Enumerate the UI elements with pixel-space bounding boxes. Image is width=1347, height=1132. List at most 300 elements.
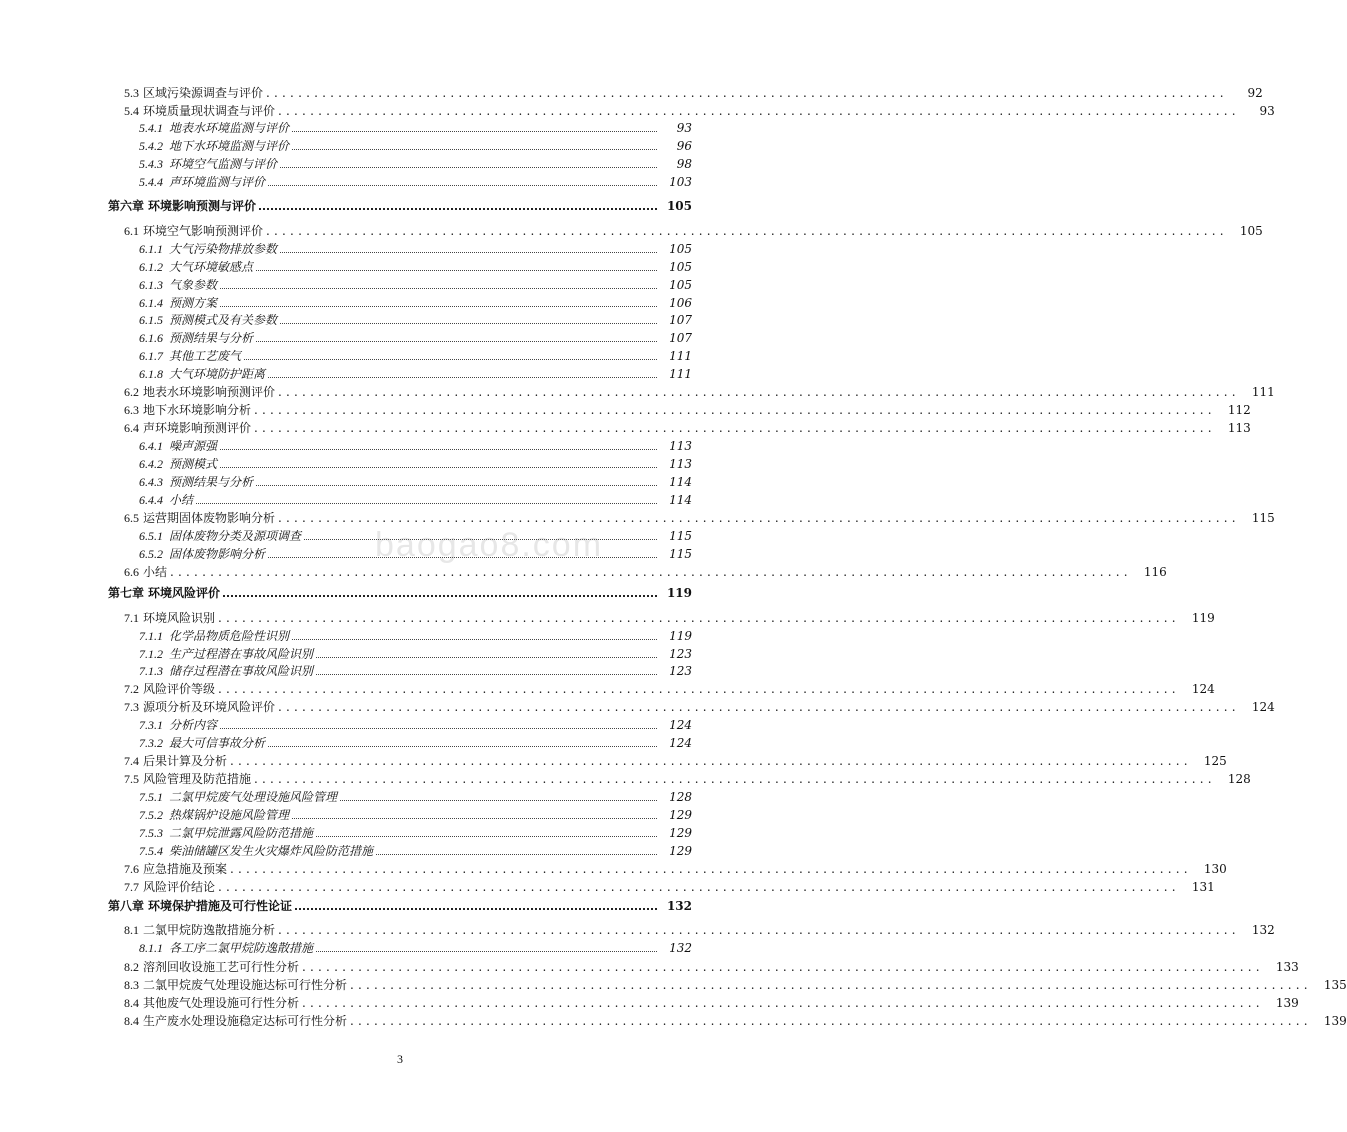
dot-leader xyxy=(220,728,657,729)
toc-subsection-entry[interactable] xyxy=(0,454,800,471)
toc-entry-title: 声环境监测与评价 xyxy=(169,175,266,189)
toc-entry-title: 环境空气监测与评价 xyxy=(169,157,278,171)
toc-subsection-entry[interactable] xyxy=(0,715,800,732)
toc-subsection-entry[interactable] xyxy=(0,805,800,822)
toc-entry-label xyxy=(124,682,215,696)
toc-entry-page: 119 xyxy=(669,629,692,643)
toc-entry-label xyxy=(124,403,251,417)
toc-entry-number: 8.1 xyxy=(124,923,139,937)
toc-entry-page: 93 xyxy=(676,121,692,135)
toc-entry-number: 6.1.4 xyxy=(139,296,163,310)
toc-entry-page: 113 xyxy=(669,457,692,471)
toc-chapter-entry[interactable] xyxy=(0,196,800,213)
toc-entry-label xyxy=(139,493,193,507)
toc-entry-title: 二氯甲烷防逸散措施分析 xyxy=(143,923,276,937)
toc-entry-page: 132 xyxy=(1251,923,1275,937)
toc-section-entry[interactable] xyxy=(0,877,1215,894)
toc-entry-title: 小结 xyxy=(169,493,194,507)
toc-entry-page: 129 xyxy=(669,826,692,840)
toc-entry-title: 预测模式及有关参数 xyxy=(169,313,278,327)
toc-entry-number: 5.4.2 xyxy=(139,139,163,153)
toc-entry-label xyxy=(139,296,217,310)
toc-entry-page: 98 xyxy=(676,157,692,171)
toc-subsection-entry[interactable] xyxy=(0,841,800,858)
toc-entry-title: 储存过程潜在事故风险识别 xyxy=(169,664,314,678)
toc-entry-label xyxy=(139,121,289,135)
toc-entry-page: 123 xyxy=(669,647,692,661)
toc-entry-number: 6.1.7 xyxy=(139,349,163,363)
toc-entry-title: 大气环境防护距离 xyxy=(169,367,266,381)
toc-entry-title: 二氯甲烷废气处理设施风险管理 xyxy=(169,790,338,804)
toc-entry-label xyxy=(139,790,337,804)
dot-leader xyxy=(316,836,657,837)
toc-entry-title: 环境空气影响预测评价 xyxy=(143,224,264,238)
dot-leader: ........................................................................................................................ xyxy=(218,682,1180,696)
toc-entry-page: 105 xyxy=(666,199,692,213)
dot-leader: ........................................................................................................................ xyxy=(278,511,1240,525)
toc-entry-page: 103 xyxy=(669,175,692,189)
dot-leader xyxy=(376,854,657,855)
dot-leader xyxy=(268,746,657,747)
toc-entry-page: 111 xyxy=(669,367,692,381)
toc-entry-title: 环境质量现状调查与评价 xyxy=(143,104,276,118)
toc-entry-page: 128 xyxy=(1227,772,1251,786)
dot-leader xyxy=(340,800,657,801)
toc-section-entry[interactable] xyxy=(0,859,1227,876)
toc-entry-number: 7.6 xyxy=(124,862,139,876)
toc-entry-label xyxy=(124,978,347,992)
toc-entry-number: 8.4 xyxy=(124,1014,139,1028)
toc-subsection-entry[interactable] xyxy=(0,118,800,135)
toc-section-entry[interactable] xyxy=(0,1011,1347,1028)
toc-entry-number: 7.5 xyxy=(124,772,139,786)
toc-entry-title: 热煤锅炉设施风险管理 xyxy=(169,808,290,822)
toc-entry-title: 固体废物影响分析 xyxy=(169,547,266,561)
toc-entry-page: 125 xyxy=(1203,754,1227,768)
toc-section-entry[interactable] xyxy=(0,769,1251,786)
toc-entry-page: 105 xyxy=(669,260,692,274)
toc-entry-number: 7.1.2 xyxy=(139,647,163,661)
toc-entry-label xyxy=(139,260,253,274)
toc-entry-label xyxy=(124,611,215,625)
toc-entry-title: 后果计算及分析 xyxy=(143,754,228,768)
toc-subsection-entry[interactable] xyxy=(0,938,800,955)
toc-entry-number: 5.3 xyxy=(124,86,139,100)
dot-leader xyxy=(268,377,657,378)
toc-entry-number: 7.1.1 xyxy=(139,629,163,643)
toc-entry-page: 115 xyxy=(1251,511,1275,525)
dot-leader xyxy=(223,595,657,597)
toc-entry-page: 113 xyxy=(669,439,692,453)
toc-entry-title: 应急措施及预案 xyxy=(143,862,228,876)
dot-leader: ........................................................................................................................ xyxy=(254,421,1216,435)
toc-entry-title: 小结 xyxy=(143,565,168,579)
toc-entry-number: 7.5.1 xyxy=(139,790,163,804)
toc-entry-page: 116 xyxy=(1143,565,1167,579)
toc-entry-number: 第八章 xyxy=(108,899,145,913)
toc-entry-label xyxy=(139,349,241,363)
toc-entry-number: 8.3 xyxy=(124,978,139,992)
toc-entry-number: 6.1.6 xyxy=(139,331,163,345)
dot-leader: ........................................................................................................................ xyxy=(278,923,1240,937)
toc-entry-label xyxy=(124,862,227,876)
toc-entry-number: 6.5 xyxy=(124,511,139,525)
toc-entry-page: 113 xyxy=(1227,421,1251,435)
toc-entry-label xyxy=(139,941,313,955)
dot-leader: ........................................................................................................................ xyxy=(170,565,1132,579)
toc-entry-label xyxy=(124,224,263,238)
dot-leader xyxy=(316,657,657,658)
dot-leader: ........................................................................................................................ xyxy=(218,880,1180,894)
toc-entry-page: 96 xyxy=(676,139,692,153)
toc-entry-label xyxy=(139,826,313,840)
toc-entry-label xyxy=(139,439,217,453)
toc-subsection-entry[interactable] xyxy=(0,154,800,171)
toc-section-entry[interactable] xyxy=(0,679,1215,696)
toc-section-entry[interactable] xyxy=(0,975,1347,992)
dot-leader: ........................................................................................................................ xyxy=(302,996,1264,1010)
toc-entry-label xyxy=(124,960,299,974)
toc-entry-number: 5.4.3 xyxy=(139,157,163,171)
dot-leader: ........................................................................................................................ xyxy=(350,1014,1312,1028)
toc-subsection-entry[interactable] xyxy=(0,626,800,643)
dot-leader: ........................................................................................................................ xyxy=(266,86,1228,100)
toc-entry-title: 源项分析及环境风险评价 xyxy=(143,700,276,714)
toc-entry-number: 7.3.1 xyxy=(139,718,163,732)
toc-entry-number: 6.4 xyxy=(124,421,139,435)
toc-entry-title: 环境风险识别 xyxy=(143,611,216,625)
toc-entry-label xyxy=(108,586,220,600)
toc-entry-page: 111 xyxy=(1251,385,1275,399)
toc-entry-title: 二氯甲烷泄露风险防范措施 xyxy=(169,826,314,840)
dot-leader xyxy=(256,485,657,486)
toc-chapter-entry[interactable] xyxy=(0,896,800,913)
dot-leader xyxy=(196,503,657,504)
toc-entry-title: 其他工艺废气 xyxy=(169,349,242,363)
dot-leader: ........................................................................................................................ xyxy=(230,862,1192,876)
toc-entry-number: 7.5.4 xyxy=(139,844,163,858)
dot-leader xyxy=(292,639,657,640)
toc-entry-number: 7.1.3 xyxy=(139,664,163,678)
toc-entry-number: 6.1.2 xyxy=(139,260,163,274)
toc-entry-number: 8.1.1 xyxy=(139,941,163,955)
toc-section-entry[interactable] xyxy=(0,83,1263,100)
toc-entry-page: 124 xyxy=(1251,700,1275,714)
toc-entry-page: 119 xyxy=(666,586,692,600)
dot-leader xyxy=(259,208,657,210)
dot-leader xyxy=(316,951,657,952)
page-number: 3 xyxy=(397,1052,403,1066)
toc-subsection-entry[interactable] xyxy=(0,310,800,327)
toc-entry-number: 6.5.2 xyxy=(139,547,163,561)
toc-entry-page: 111 xyxy=(669,349,692,363)
toc-entry-page: 132 xyxy=(669,941,692,955)
toc-entry-page: 105 xyxy=(1239,224,1263,238)
toc-entry-title: 风险评价等级 xyxy=(143,682,216,696)
toc-section-entry[interactable] xyxy=(0,957,1299,974)
dot-leader xyxy=(256,341,657,342)
toc-entry-number: 6.1.5 xyxy=(139,313,163,327)
toc-entry-title: 区域污染源调查与评价 xyxy=(143,86,264,100)
toc-entry-number: 6.1.8 xyxy=(139,367,163,381)
toc-entry-number: 6.1.3 xyxy=(139,278,163,292)
toc-entry-number: 6.4.4 xyxy=(139,493,163,507)
toc-subsection-entry[interactable] xyxy=(0,661,800,678)
toc-entry-label xyxy=(124,923,275,937)
toc-entry-number: 7.2 xyxy=(124,682,139,696)
toc-entry-number: 6.4.3 xyxy=(139,475,163,489)
toc-entry-page: 105 xyxy=(669,242,692,256)
toc-entry-label xyxy=(139,242,277,256)
toc-entry-page: 135 xyxy=(1323,978,1347,992)
toc-entry-label xyxy=(124,754,227,768)
dot-leader xyxy=(280,252,657,253)
toc-entry-label xyxy=(139,475,253,489)
toc-entry-number: 第七章 xyxy=(108,586,145,600)
toc-entry-label xyxy=(124,511,275,525)
dot-leader xyxy=(292,818,657,819)
dot-leader: ........................................................................................................................ xyxy=(254,403,1216,417)
toc-section-entry[interactable] xyxy=(0,751,1227,768)
toc-subsection-entry[interactable] xyxy=(0,172,800,189)
toc-entry-label xyxy=(124,385,275,399)
toc-entry-number: 5.4.1 xyxy=(139,121,163,135)
toc-section-entry[interactable] xyxy=(0,382,1275,399)
toc-entry-title: 预测方案 xyxy=(169,296,218,310)
toc-entry-title: 固体废物分类及源项调查 xyxy=(169,529,302,543)
dot-leader: ........................................................................................................................ xyxy=(218,611,1180,625)
toc-entry-page: 124 xyxy=(669,736,692,750)
toc-subsection-entry[interactable] xyxy=(0,733,800,750)
toc-entry-page: 106 xyxy=(669,296,692,310)
toc-entry-label xyxy=(139,157,277,171)
toc-entry-label xyxy=(139,844,373,858)
toc-entry-page: 133 xyxy=(1275,960,1299,974)
toc-entry-title: 二氯甲烷废气处理设施达标可行性分析 xyxy=(143,978,348,992)
toc-entry-page: 114 xyxy=(669,493,692,507)
toc-entry-title: 大气污染物排放参数 xyxy=(169,242,278,256)
toc-section-entry[interactable] xyxy=(0,697,1275,714)
dot-leader xyxy=(316,674,657,675)
toc-entry-title: 地下水环境监测与评价 xyxy=(169,139,290,153)
toc-subsection-entry[interactable] xyxy=(0,787,800,804)
toc-entry-title: 其他废气处理设施可行性分析 xyxy=(143,996,300,1010)
toc-entry-number: 5.4.4 xyxy=(139,175,163,189)
dot-leader: ........................................................................................................................ xyxy=(266,224,1228,238)
dot-leader xyxy=(220,288,657,289)
toc-entry-title: 风险评价结论 xyxy=(143,880,216,894)
toc-entry-page: 124 xyxy=(669,718,692,732)
dot-leader: ........................................................................................................................ xyxy=(278,385,1240,399)
toc-entry-title: 分析内容 xyxy=(169,718,218,732)
toc-entry-label xyxy=(139,331,253,345)
toc-entry-label xyxy=(108,899,292,913)
toc-entry-title: 柴油储罐区发生火灾爆炸风险防范措施 xyxy=(169,844,374,858)
toc-section-entry[interactable] xyxy=(0,101,1275,118)
dot-leader xyxy=(220,467,657,468)
toc-section-entry[interactable] xyxy=(0,508,1275,525)
toc-entry-title: 大气环境敏感点 xyxy=(169,260,254,274)
dot-leader xyxy=(280,167,657,168)
toc-subsection-entry[interactable] xyxy=(0,293,800,310)
toc-chapter-entry[interactable] xyxy=(0,583,800,600)
toc-entry-page: 114 xyxy=(669,475,692,489)
toc-entry-label xyxy=(139,313,277,327)
toc-entry-title: 最大可信事故分析 xyxy=(169,736,266,750)
toc-entry-label xyxy=(124,880,215,894)
toc-entry-title: 溶剂回收设施工艺可行性分析 xyxy=(143,960,300,974)
toc-entry-label xyxy=(124,104,275,118)
toc-entry-page: 139 xyxy=(1323,1014,1347,1028)
toc-section-entry[interactable] xyxy=(0,400,1251,417)
toc-entry-title: 预测模式 xyxy=(169,457,218,471)
dot-leader: ........................................................................................................................ xyxy=(278,104,1240,118)
toc-entry-title: 地下水环境影响分析 xyxy=(143,403,252,417)
toc-subsection-entry[interactable] xyxy=(0,472,800,489)
toc-entry-page: 105 xyxy=(669,278,692,292)
toc-entry-number: 6.4.2 xyxy=(139,457,163,471)
toc-entry-number: 7.4 xyxy=(124,754,139,768)
dot-leader xyxy=(268,185,657,186)
toc-entry-title: 声环境影响预测评价 xyxy=(143,421,252,435)
dot-leader: ........................................................................................................................ xyxy=(302,960,1264,974)
toc-entry-page: 132 xyxy=(666,899,692,913)
toc-entry-page: 93 xyxy=(1259,104,1275,118)
toc-section-entry[interactable] xyxy=(0,221,1263,238)
toc-entry-title: 预测结果与分析 xyxy=(169,475,254,489)
toc-entry-title: 运营期固体废物影响分析 xyxy=(143,511,276,525)
toc-subsection-entry[interactable] xyxy=(0,644,800,661)
toc-entry-label xyxy=(139,529,301,543)
toc-section-entry[interactable] xyxy=(0,993,1299,1010)
dot-leader xyxy=(220,306,657,307)
toc-entry-label xyxy=(124,86,263,100)
toc-entry-number: 8.2 xyxy=(124,960,139,974)
toc-entry-page: 124 xyxy=(1191,682,1215,696)
toc-entry-title: 地表水环境监测与评价 xyxy=(169,121,290,135)
toc-entry-page: 92 xyxy=(1247,86,1263,100)
toc-entry-label xyxy=(124,996,299,1010)
toc-entry-label xyxy=(139,139,289,153)
toc-entry-label xyxy=(108,199,256,213)
toc-entry-page: 128 xyxy=(669,790,692,804)
toc-entry-page: 131 xyxy=(1191,880,1215,894)
toc-entry-page: 115 xyxy=(669,529,692,543)
toc-entry-number: 7.3 xyxy=(124,700,139,714)
toc-entry-title: 地表水环境影响预测评价 xyxy=(143,385,276,399)
dot-leader: ........................................................................................................................ xyxy=(350,978,1312,992)
toc-entry-number: 8.4 xyxy=(124,996,139,1010)
toc-entry-page: 139 xyxy=(1275,996,1299,1010)
toc-entry-number: 7.3.2 xyxy=(139,736,163,750)
toc-entry-title: 生产过程潜在事故风险识别 xyxy=(169,647,314,661)
toc-entry-number: 6.6 xyxy=(124,565,139,579)
toc-entry-label xyxy=(124,700,275,714)
toc-subsection-entry[interactable] xyxy=(0,823,800,840)
dot-leader xyxy=(244,359,657,360)
toc-subsection-entry[interactable] xyxy=(0,275,800,292)
toc-entry-page: 107 xyxy=(669,331,692,345)
toc-entry-title: 预测结果与分析 xyxy=(169,331,254,345)
dot-leader: ........................................................................................................................ xyxy=(278,700,1240,714)
toc-entry-page: 129 xyxy=(669,808,692,822)
toc-entry-page: 119 xyxy=(1191,611,1215,625)
toc-entry-number: 7.5.3 xyxy=(139,826,163,840)
toc-entry-title: 风险管理及防范措施 xyxy=(143,772,252,786)
toc-entry-title: 环境风险评价 xyxy=(148,586,221,600)
toc-section-entry[interactable] xyxy=(0,418,1251,435)
toc-entry-label xyxy=(139,664,313,678)
toc-section-entry[interactable] xyxy=(0,920,1275,937)
watermark: baogao8.com xyxy=(375,526,604,564)
toc-entry-title: 化学品物质危险性识别 xyxy=(169,629,290,643)
dot-leader xyxy=(220,449,657,450)
toc-entry-label xyxy=(124,565,167,579)
toc-entry-label xyxy=(139,808,289,822)
toc-subsection-entry[interactable] xyxy=(0,364,800,381)
toc-entry-title: 噪声源强 xyxy=(169,439,218,453)
dot-leader xyxy=(295,908,657,910)
toc-subsection-entry[interactable] xyxy=(0,436,800,453)
toc-entry-label xyxy=(139,278,217,292)
toc-subsection-entry[interactable] xyxy=(0,257,800,274)
toc-entry-number: 6.3 xyxy=(124,403,139,417)
toc-entry-label xyxy=(139,367,265,381)
toc-section-entry[interactable] xyxy=(0,608,1215,625)
toc-entry-number: 6.5.1 xyxy=(139,529,163,543)
toc-entry-label xyxy=(139,718,217,732)
toc-entry-page: 112 xyxy=(1227,403,1251,417)
dot-leader xyxy=(280,323,657,324)
toc-entry-label xyxy=(139,457,217,471)
toc-entry-title: 生产废水处理设施稳定达标可行性分析 xyxy=(143,1014,348,1028)
toc-entry-title: 气象参数 xyxy=(169,278,218,292)
toc-entry-label xyxy=(124,1014,347,1028)
toc-entry-number: 第六章 xyxy=(108,199,145,213)
toc-entry-title: 各工序二氯甲烷防逸散措施 xyxy=(169,941,314,955)
toc-entry-number: 7.7 xyxy=(124,880,139,894)
toc-entry-label xyxy=(139,629,289,643)
toc-entry-number: 5.4 xyxy=(124,104,139,118)
dot-leader xyxy=(292,131,657,132)
dot-leader xyxy=(292,149,657,150)
dot-leader: ........................................................................................................................ xyxy=(254,772,1216,786)
toc-entry-number: 7.1 xyxy=(124,611,139,625)
toc-subsection-entry[interactable] xyxy=(0,346,800,363)
toc-entry-label xyxy=(124,772,251,786)
toc-entry-title: 环境影响预测与评价 xyxy=(148,199,257,213)
dot-leader: ........................................................................................................................ xyxy=(230,754,1192,768)
toc-entry-label xyxy=(139,175,265,189)
toc-entry-page: 130 xyxy=(1203,862,1227,876)
toc-entry-page: 107 xyxy=(669,313,692,327)
toc-entry-title: 环境保护措施及可行性论证 xyxy=(148,899,293,913)
toc-entry-label xyxy=(139,647,313,661)
toc-entry-label xyxy=(139,736,265,750)
toc-entry-page: 115 xyxy=(669,547,692,561)
toc-entry-page: 123 xyxy=(669,664,692,678)
toc-subsection-entry[interactable] xyxy=(0,328,800,345)
toc-subsection-entry[interactable] xyxy=(0,136,800,153)
toc-subsection-entry[interactable] xyxy=(0,490,800,507)
toc-entry-page: 129 xyxy=(669,844,692,858)
toc-entry-number: 6.1 xyxy=(124,224,139,238)
toc-entry-label xyxy=(124,421,251,435)
toc-entry-label xyxy=(139,547,265,561)
toc-entry-number: 6.2 xyxy=(124,385,139,399)
toc-subsection-entry[interactable] xyxy=(0,239,800,256)
dot-leader xyxy=(256,270,657,271)
